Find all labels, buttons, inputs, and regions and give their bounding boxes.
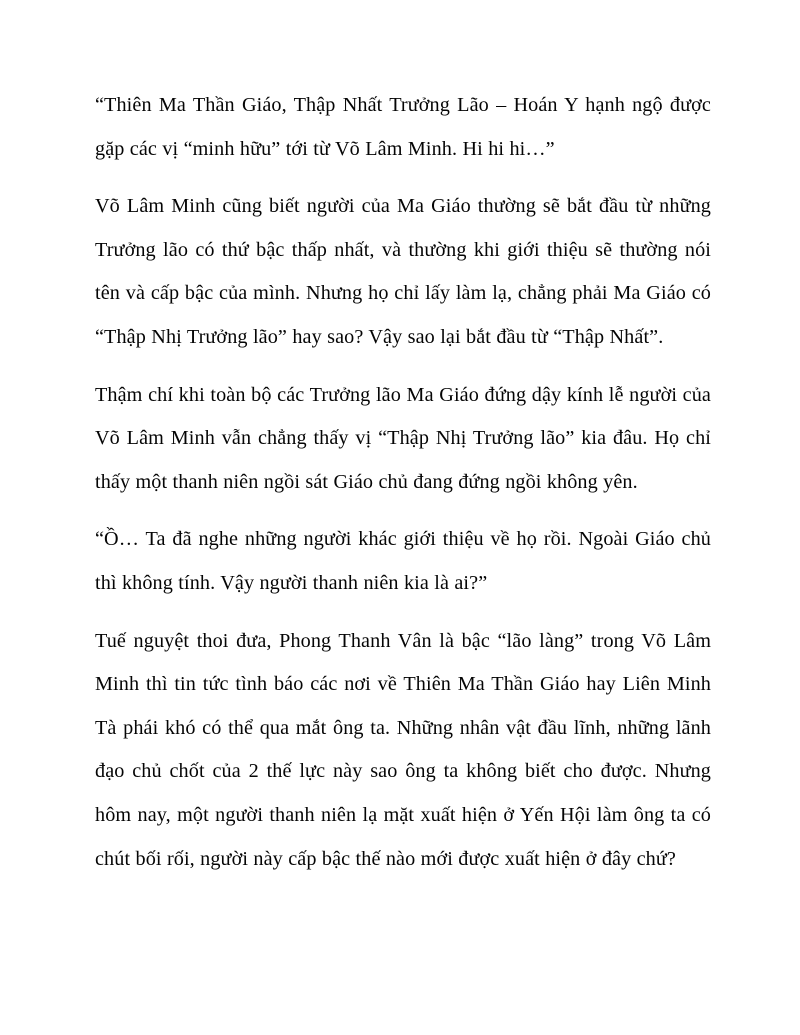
body-text-block xyxy=(95,84,711,881)
paragraph-3: Thậm chí khi toàn bộ các Trưởng lão Ma Giáo đứng dậy kính lễ người của Võ Lâm Minh vẫn chẳng thấy vị “Thập Nhị Trưởng lão” kia đâu. Họ chỉ thấy một thanh niên ngồi sát Giáo chủ đang đứng ngồi không yên. xyxy=(95,383,711,493)
paragraph-5: Tuế nguyệt thoi đưa, Phong Thanh Vân là bậc “lão làng” trong Võ Lâm Minh thì tin tức tình báo các nơi về Thiên Ma Thần Giáo hay Liên Minh Tà phái khó có thể qua mắt ông ta. Những nhân vật đầu lĩnh, những lãnh đạo chủ chốt của 2 thế lực này sao ông ta không biết cho được. Nhưng hôm nay, một người thanh niên lạ mặt xuất hiện ở Yến Hội làm ông ta có chút bối rối, người này cấp bậc thế nào mới được xuất hiện ở đây chứ? xyxy=(95,629,711,870)
paragraph-4: “Ồ… Ta đã nghe những người khác giới thiệu về họ rồi. Ngoài Giáo chủ thì không tính. Vậy người thanh niên kia là ai?” xyxy=(95,528,711,594)
paragraph-2: Võ Lâm Minh cũng biết người của Ma Giáo thường sẽ bắt đầu từ những Trưởng lão có thứ bậc thấp nhất, và thường khi giới thiệu sẽ thường nói tên và cấp bậc của mình. Nhưng họ chỉ lấy làm lạ, chẳng phải Ma Giáo có “Thập Nhị Trưởng lão” hay sao? Vậy sao lại bắt đầu từ “Thập Nhất”. xyxy=(95,195,711,348)
paragraph-1: “Thiên Ma Thần Giáo, Thập Nhất Trưởng Lão – Hoán Y hạnh ngộ được gặp các vị “minh hữu” tới từ Võ Lâm Minh. Hi hi hi…” xyxy=(95,94,711,160)
